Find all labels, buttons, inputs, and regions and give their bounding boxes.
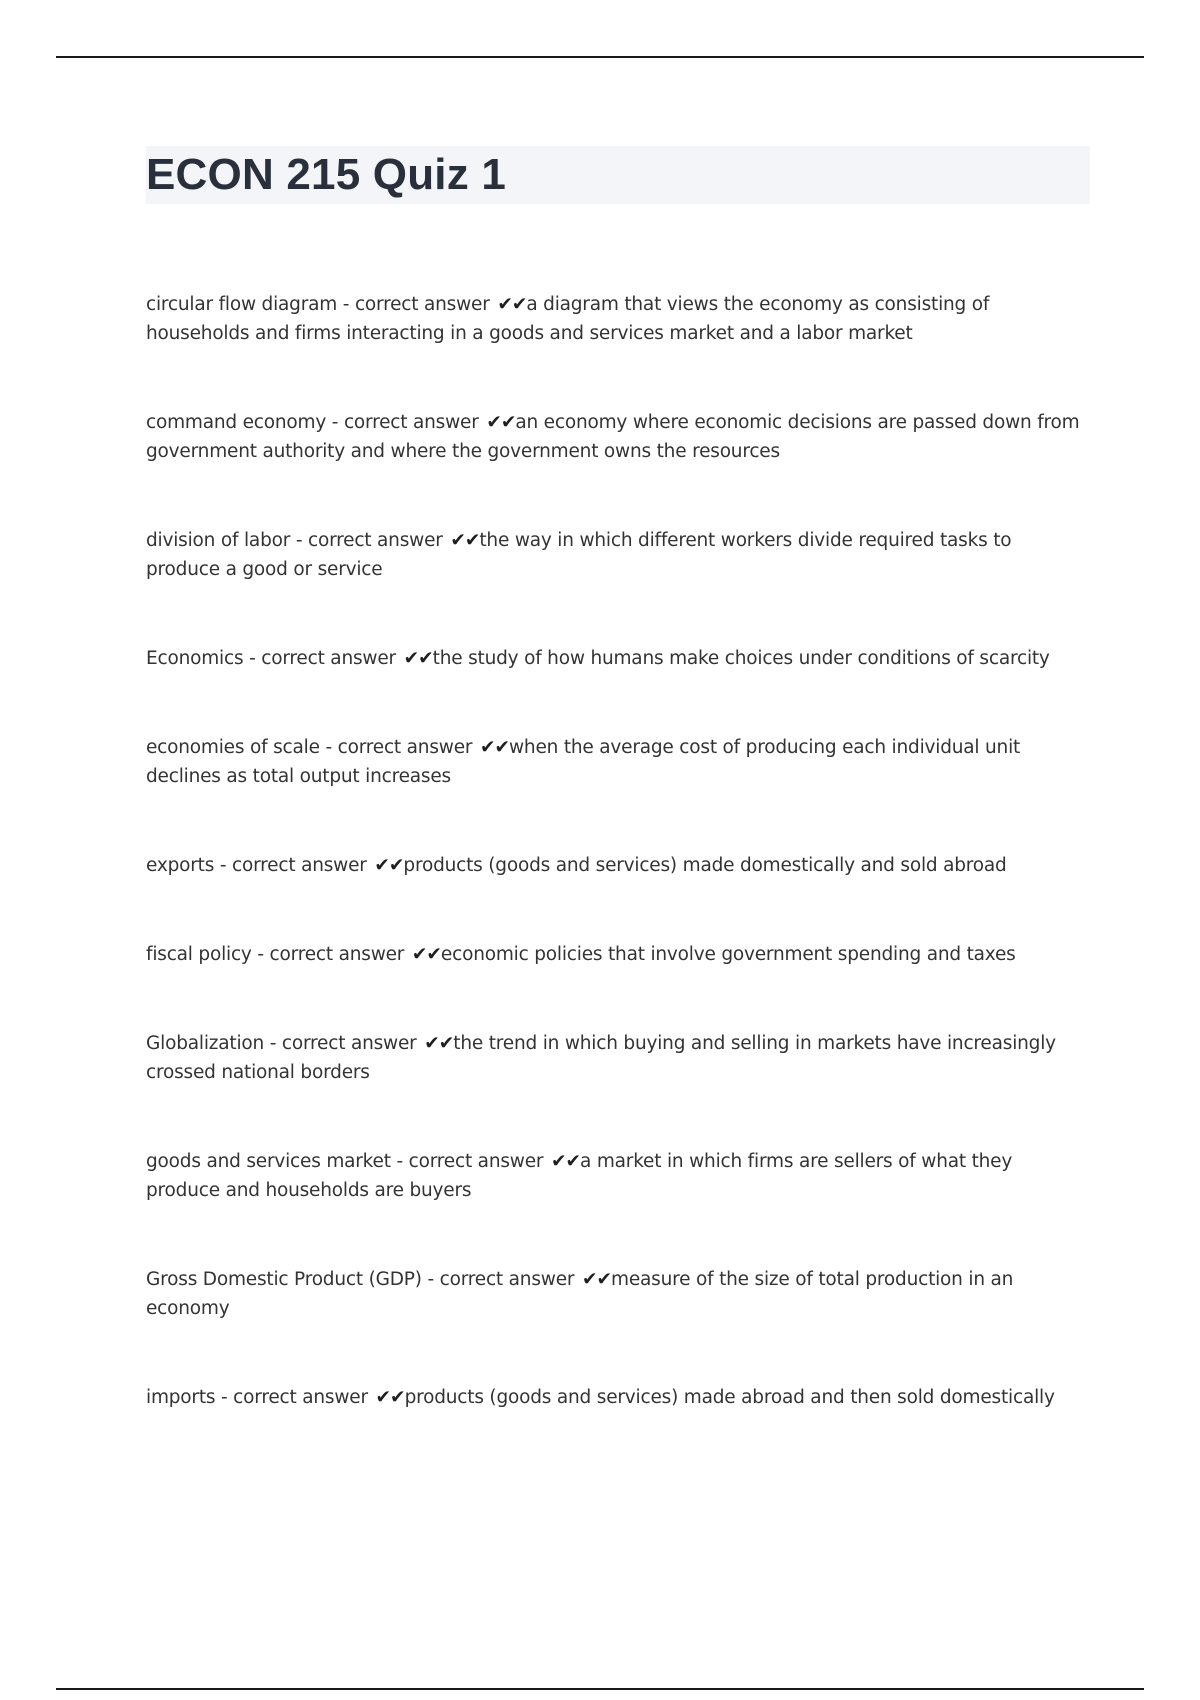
entry-term: fiscal policy xyxy=(146,944,252,965)
check-icon: ✔✔ xyxy=(375,1387,405,1408)
check-icon: ✔✔ xyxy=(497,294,527,315)
list-item xyxy=(146,290,1090,348)
entry-term: imports xyxy=(146,1387,216,1408)
answer-label: correct answer xyxy=(343,412,479,433)
entry-term: exports xyxy=(146,855,215,876)
check-icon: ✔✔ xyxy=(551,1151,581,1172)
entry-definition: products (goods and services) made abroad and then sold domestically xyxy=(404,1387,1055,1408)
list-item xyxy=(146,733,1090,791)
page-title: ECON 215 Quiz 1 xyxy=(146,150,507,199)
entry-term: economies of scale xyxy=(146,737,320,758)
list-item xyxy=(146,526,1090,584)
entry-term: command economy xyxy=(146,412,327,433)
entry-term: Economics xyxy=(146,648,244,669)
check-icon: ✔✔ xyxy=(424,1033,454,1054)
footer-rule xyxy=(56,1688,1144,1690)
check-icon: ✔✔ xyxy=(411,944,441,965)
entry-term: Gross Domestic Product (GDP) xyxy=(146,1269,422,1290)
list-item xyxy=(146,644,1090,673)
answer-label: correct answer xyxy=(307,530,443,551)
entry-separator: - xyxy=(243,648,262,669)
check-icon: ✔✔ xyxy=(486,412,516,433)
entry-definition: the trend in which buying and selling in markets have increasingly crossed national borders xyxy=(146,1033,1056,1083)
entry-separator: - xyxy=(421,1269,440,1290)
list-item xyxy=(146,1265,1090,1323)
entry-definition: the study of how humans make choices under conditions of scarcity xyxy=(432,648,1050,669)
answer-label: correct answer xyxy=(281,1033,417,1054)
answer-label: correct answer xyxy=(269,944,405,965)
answer-label: correct answer xyxy=(354,294,490,315)
answer-label: correct answer xyxy=(232,855,367,876)
entry-term: division of labor xyxy=(146,530,291,551)
entry-definition: economic policies that involve government spending and taxes xyxy=(440,944,1016,965)
check-icon: ✔✔ xyxy=(479,737,509,758)
check-icon: ✔✔ xyxy=(374,855,404,876)
answer-label: correct answer xyxy=(408,1151,544,1172)
check-icon: ✔✔ xyxy=(450,530,480,551)
entry-separator: - xyxy=(390,1151,409,1172)
check-icon: ✔✔ xyxy=(403,648,433,669)
entry-term: circular flow diagram xyxy=(146,294,338,315)
answer-label: correct answer xyxy=(337,737,473,758)
entry-list xyxy=(146,290,1090,1472)
entry-definition: a market in which firms are sellers of what they produce and households are buyers xyxy=(146,1151,1013,1201)
entry-definition: when the average cost of producing each individual unit declines as total output increases xyxy=(146,737,1021,787)
entry-definition: measure of the size of total production in an economy xyxy=(146,1269,1014,1319)
list-item xyxy=(146,1147,1090,1205)
entry-separator: - xyxy=(326,412,344,433)
entry-term: Globalization xyxy=(146,1033,265,1054)
check-icon: ✔✔ xyxy=(581,1269,611,1290)
list-item xyxy=(146,851,1090,880)
entry-separator: - xyxy=(251,944,270,965)
entry-separator: - xyxy=(337,294,355,315)
entry-separator: - xyxy=(214,855,233,876)
answer-label: correct answer xyxy=(261,648,396,669)
header-rule xyxy=(56,56,1144,58)
entry-separator: - xyxy=(290,530,308,551)
list-item xyxy=(146,1383,1090,1412)
entry-definition: a diagram that views the economy as consisting of households and firms interacting in a goods and services market and a labor market xyxy=(146,294,990,344)
list-item xyxy=(146,408,1090,466)
entry-definition: the way in which different workers divide required tasks to produce a good or service xyxy=(146,530,1012,580)
entry-separator: - xyxy=(264,1033,282,1054)
list-item xyxy=(146,1029,1090,1087)
entry-definition: an economy where economic decisions are passed down from government authority and where the government owns the resources xyxy=(146,412,1080,462)
answer-label: correct answer xyxy=(439,1269,575,1290)
entry-term: goods and services market xyxy=(146,1151,391,1172)
list-item xyxy=(146,940,1090,969)
entry-definition: products (goods and services) made domestically and sold abroad xyxy=(403,855,1007,876)
answer-label: correct answer xyxy=(233,1387,368,1408)
entry-separator: - xyxy=(319,737,338,758)
entry-separator: - xyxy=(215,1387,234,1408)
